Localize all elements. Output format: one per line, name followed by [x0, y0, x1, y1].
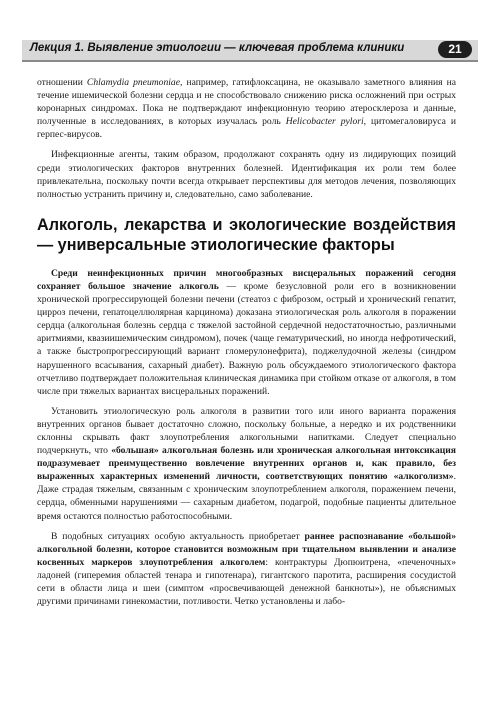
paragraph-5: В подобных ситуациях особую актуальность приобретает раннее распознавание «большой» алкогольной болезни, которое становится возможным при тщательном выявлении и анализе косвенных маркеров злоупотребления алкоголем: контрактуры Дюпюитрена, «печеночных» ладоней (гиперемия областей тенара и гипотенара), гигантского паротита, расширения сосудистой сети в области лица и шеи (симптом «просвечивающей денежной банкноты»), не объяснимых другими причинами гинекомастии, потливости. Четко установлены и лабо- — [37, 530, 456, 608]
paragraph-2: Инфекционные агенты, таким образом, продолжают сохранять одну из лидирующих позиций среди этиологических факторов внутренних болезней. Идентификация их роли тем более привлекательна, поскольку почти всегда открывает перспективы для методов лечения, позволяющих полностью устранить причину и, следовательно, само заболевание. — [37, 149, 456, 200]
italic-term: Helicobacter pylori — [285, 116, 364, 128]
page-content — [37, 76, 456, 615]
running-header — [22, 40, 478, 62]
paragraph-3: Среди неинфекционных причин многообразных висцеральных поражений сегодня сохраняет большое значение алкоголь — кроме безусловной роли его в возникновении хронической прогрессирующей болезни печени (стеатоз с фиброзом, острый и хронический гепатит, цирроз печени, гепатоцеллюлярная карцинома) доказана этиологическая роль алкоголя в поражении сердца (алкогольная болезнь сердца с тяжелой застойной сердечной недостаточностью, различными аритмиями, квазиишемическим синдромом), почек (чаще гематурический, но иногда нефротический, а также быстропрогрессирующий вариант гломерулонефрита), поджелудочной железы (синдром нарушенного всасывания, сахарный диабет). Важную роль обсуждаемого этиологического фактора отчетливо подтверждает положительная клиническая динамика при стойком отказе от алкоголя, в том числе при тяжелых вариантах висцеральных поражений. — [37, 267, 456, 397]
page-number: 21 — [438, 41, 472, 58]
italic-term: Chlamydia pneumoniae — [86, 77, 180, 88]
bold-emphasis: раннее распознавание «большой» алкогольной болезни, которое становится возможным при тщательном выявлении и анализе косвенных маркеров злоупотребления алкоголем — [37, 530, 456, 568]
bold-emphasis: Среди неинфекционных причин многообразных висцеральных поражений сегодня сохраняет большое значение алкоголь — [37, 267, 456, 292]
section-title: Алкоголь, лекарства и экологические воздействия — универсальные этиологические факторы — [37, 215, 456, 254]
paragraph-1: отношении Chlamydia pneumoniae, например, гатифлоксацина, не оказывало заметного влияния на течение ишемической болезни сердца и не способствовало снижению риска осложнений при острых коронарных синдромах. Пока не подтверждают инфекционную теорию атеросклероза и данные, полученные в исследованиях, в которых изучалась роль Helicobacter pylori, цитомегаловируса и герпес-вирусов. — [37, 77, 456, 141]
bold-emphasis: «большая» алкогольная болезнь или хроническая алкогольная интоксикация подразумевает преимущественно вовлечение внутренних органов и, как правило, без выраженных характерных изменений личности, соответствующих понятию «алкоголизм» — [37, 445, 456, 483]
paragraph-4: Установить этиологическую роль алкоголя в развитии того или иного варианта поражения внутренних органов бывает достаточно сложно, поскольку больные, а нередко и их родственники склонны скрывать факт злоупотребления алкогольными напитками. Следует специально подчеркнуть, что «большая» алкогольная болезнь или хроническая алкогольная интоксикация подразумевает преимущественно вовлечение внутренних органов и, как правило, без выраженных характерных изменений личности, соответствующих понятию «алкоголизм». Даже страдая тяжелым, связанным с хроническим злоупотреблением алкоголя, поражением печени, сердца, обменными нарушениями — сахарным диабетом, подагрой, подобные пациенты длительное время остаются полностью работоспособными. — [37, 405, 456, 522]
header-title: Лекция 1. Выявление этиологии — ключевая проблема клиники — [30, 42, 405, 54]
